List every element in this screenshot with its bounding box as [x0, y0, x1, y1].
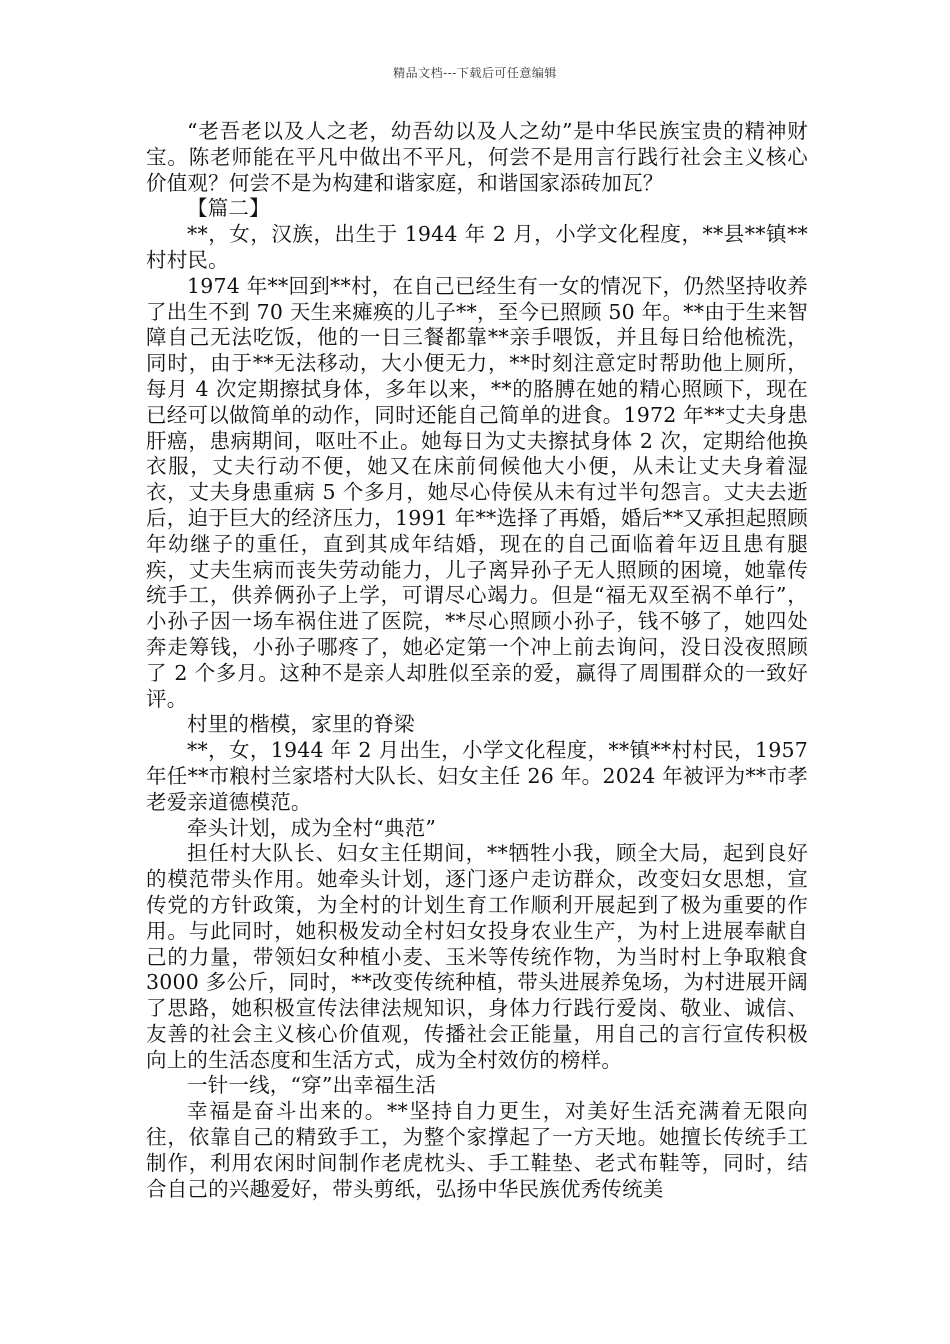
document-body [146, 119, 808, 1202]
paragraph-story-1974: 1974 年**回到**村，在自己已经生有一女的情况下，仍然坚持收养了出生不到 70 天生来瘫痪的儿子**，至今已照顾 50 年。**由于生来智障自己无法吃饭，他的一日三餐都靠**亲手喂饭，并且每日给他梳洗，同时，由于**无法移动，大小便无力，**时刻注意定时帮助他上厕所，每月 4 次定期擦拭身体，多年以来，**的胳膊在她的精心照顾下，现在已经可以做简单的动作，同时还能自己简单的进食。1972 年**丈夫身患肝癌，患病期间，呕吐不止。她每日为丈夫擦拭身体 2 次，定期给他换衣服，丈夫行动不便，她又在床前伺候他大小便，从未让丈夫身着湿衣，丈夫身患重病 5 个多月，她尽心侍侯从未有过半句怨言。丈夫去逝后，迫于巨大的经济压力，1991 年**选择了再婚，婚后**又承担起照顾年幼继子的重任，直到其成年结婚，现在的自己面临着年迈且患有腿疾，丈夫生病而丧失劳动能力，儿子离异孙子无人照顾的困境，她靠传统手工，供养俩孙子上学，可谓尽心竭力。但是“福无双至祸不单行”，小孙子因一场车祸住进了医院，**尽心照顾小孙子，钱不够了，她四处奔走筹钱，小孙子哪疼了，她必定第一个冲上前去询问，没日没夜照顾了 2 个多月。这种不是亲人却胜似至亲的爱，赢得了周围群众的一致好评。 [146, 273, 808, 711]
subheading-village-model: 村里的楷模，家里的脊梁 [187, 712, 415, 737]
section-heading-part-two: 【篇二】 [187, 196, 270, 221]
paragraph-profile-1: **，女，汉族，出生于 1944 年 2 月，小学文化程度，**县**镇**村村民。 [146, 222, 808, 272]
paragraph-village-leader: 担任村大队长、妇女主任期间，**牺牲小我，顾全大局，起到良好的模范带头作用。她牵头计划，逐门逐户走访群众，改变妇女思想，宣传党的方针政策，为全村的计划生育工作顺利开展起到了极为重要的作用。与此同时，她积极发动全村妇女投身农业生产，为村上进展奉献自己的力量，带领妇女种植小麦、玉米等传统作物，为当时村上争取粮食 3000 多公斤，同时，**改变传统种植，带头进展养兔场，为村进展开阔了思路，她积极宣传法律法规知识，身体力行践行爱岗、敬业、诚信、友善的社会主义核心价值观，传播社会正能量，用自己的言行宣传积极向上的生活态度和生活方式，成为全村效仿的榜样。 [146, 841, 808, 1072]
paragraph-intro-quote: “老吾老以及人之老，幼吾幼以及人之幼”是中华民族宝贵的精神财宝。陈老师能在平凡中做出不平凡，何尝不是用言行践行社会主义核心价值观？何尝不是为构建和谐家庭，和谐国家添砖加瓦？ [146, 119, 808, 195]
page-header: 精品文档---下载后可任意编辑 [393, 66, 557, 80]
subheading-lead-planning: 牵头计划，成为全村“典范” [187, 815, 437, 840]
subheading-needle-thread: 一针一线，“穿”出幸福生活 [187, 1073, 437, 1098]
paragraph-happiness: 幸福是奋斗出来的。**坚持自力更生，对美好生活充满着无限向往，依靠自己的精致手工，为整个家撑起了一方天地。她擅长传统手工制作，利用农闲时间制作老虎枕头、手工鞋垫、老式布鞋等，同时，结合自己的兴趣爱好，带头剪纸，弘扬中华民族优秀传统美 [146, 1099, 808, 1201]
paragraph-profile-2: **，女，1944 年 2 月出生，小学文化程度，**镇**村村民，1957 年任**市粮村兰家塔村大队长、妇女主任 26 年。2024 年被评为**市孝老爱亲道德模范。 [146, 738, 808, 814]
